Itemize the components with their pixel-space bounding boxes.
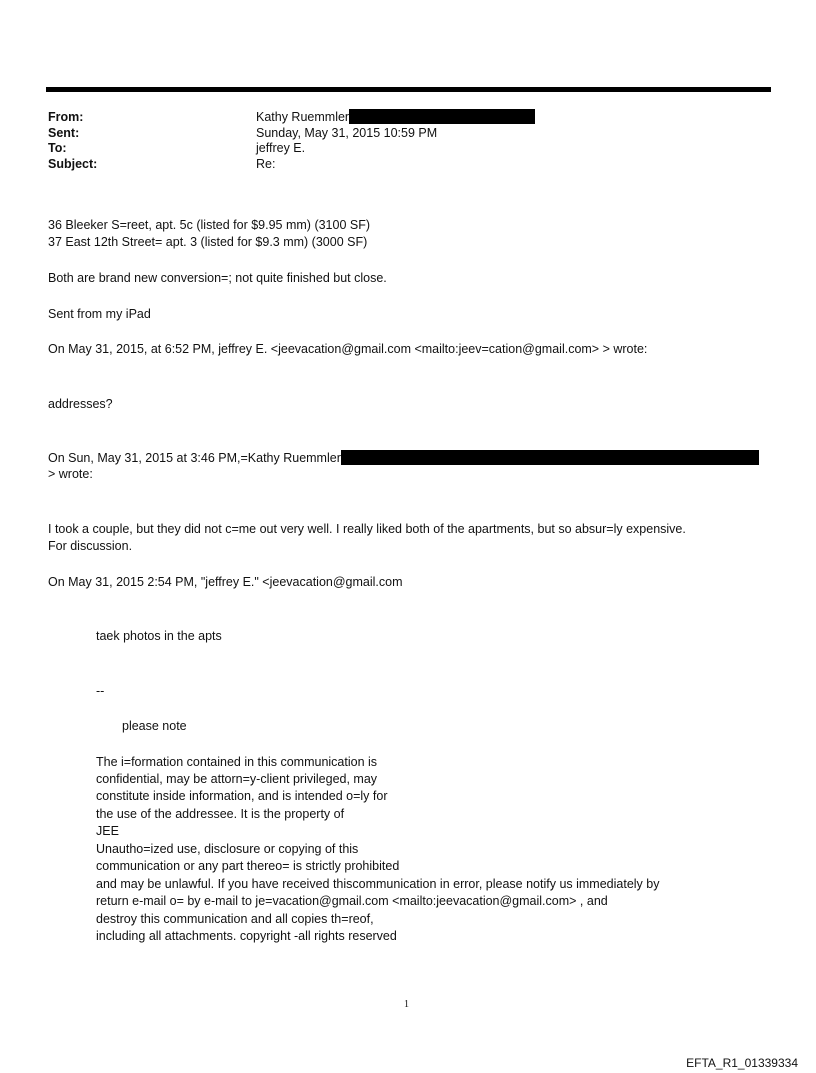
disclaimer-line: The i=formation contained in this communication is (96, 755, 378, 769)
quoted-header-line (48, 450, 759, 466)
document-id: EFTA_R1_01339334 (686, 1056, 798, 1070)
sent-label: Sent: (48, 125, 80, 140)
body-line: 37 East 12th Street= apt. 3 (listed for $9.3 mm) (3000 SF) (48, 235, 368, 249)
body-line: I took a couple, but they did not c=me out very well. I really liked both of the apartments, but so absur=ly expensive. (48, 522, 686, 536)
redaction-box (341, 450, 759, 465)
to-value: jeffrey E. (256, 141, 306, 155)
disclaimer-line: communication or any part thereo= is strictly prohibited (96, 859, 400, 873)
disclaimer-line: the use of the addressee. It is the property of (96, 807, 345, 821)
body-line: 36 Bleeker S=reet, apt. 5c (listed for $9.95 mm) (3100 SF) (48, 218, 371, 232)
subject-value: Re: (256, 156, 276, 171)
disclaimer-line: and may be unlawful. If you have received thiscommunication in error, please notify us immediately by (96, 877, 660, 891)
body-line: -- (96, 684, 105, 698)
from-row (48, 109, 768, 125)
redaction-box (349, 109, 535, 124)
disclaimer-line: destroy this communication and all copies th=reof, (96, 912, 374, 926)
body-line: addresses? (48, 397, 113, 411)
from-label: From: (48, 110, 84, 124)
quoted-sender: On Sun, May 31, 2015 at 3:46 PM,=Kathy Ruemmler (48, 451, 341, 465)
disclaimer-line: constitute inside information, and is intended o=ly for (96, 789, 388, 803)
sent-row (48, 125, 768, 141)
body-line: On May 31, 2015, at 6:52 PM, jeffrey E. <jeevacation@gmail.com <mailto:jeev=cation@gmail.com> > wrote: (48, 342, 648, 356)
disclaimer-line: including all attachments. copyright -all rights reserved (96, 929, 397, 943)
sent-value: Sunday, May 31, 2015 10:59 PM (256, 125, 438, 140)
page-number: 1 (404, 999, 409, 1010)
body-line: taek photos in the apts (96, 629, 222, 643)
email-header (48, 109, 768, 171)
body-line: For discussion. (48, 539, 133, 553)
body-line: On May 31, 2015 2:54 PM, "jeffrey E." <jeevacation@gmail.com (48, 575, 403, 589)
header-rule (46, 87, 771, 92)
body-line: > wrote: (48, 467, 93, 481)
body-line: Sent from my iPad (48, 307, 151, 321)
to-row (48, 140, 768, 156)
subject-label: Subject: (48, 156, 98, 171)
body-line: please note (122, 719, 187, 733)
body-line: Both are brand new conversion=; not quite finished but close. (48, 271, 387, 285)
disclaimer-line: return e-mail o= by e-mail to je=vacation@gmail.com <mailto:jeevacation@gmail.com> , and (96, 894, 608, 908)
subject-row (48, 156, 768, 172)
disclaimer-line: confidential, may be attorn=y-client privileged, may (96, 772, 378, 786)
from-value (256, 109, 535, 125)
disclaimer-line: Unautho=ized use, disclosure or copying of this (96, 842, 359, 856)
disclaimer-line: JEE (96, 824, 119, 838)
to-label: To: (48, 141, 67, 155)
from-name: Kathy Ruemmler (256, 110, 350, 124)
